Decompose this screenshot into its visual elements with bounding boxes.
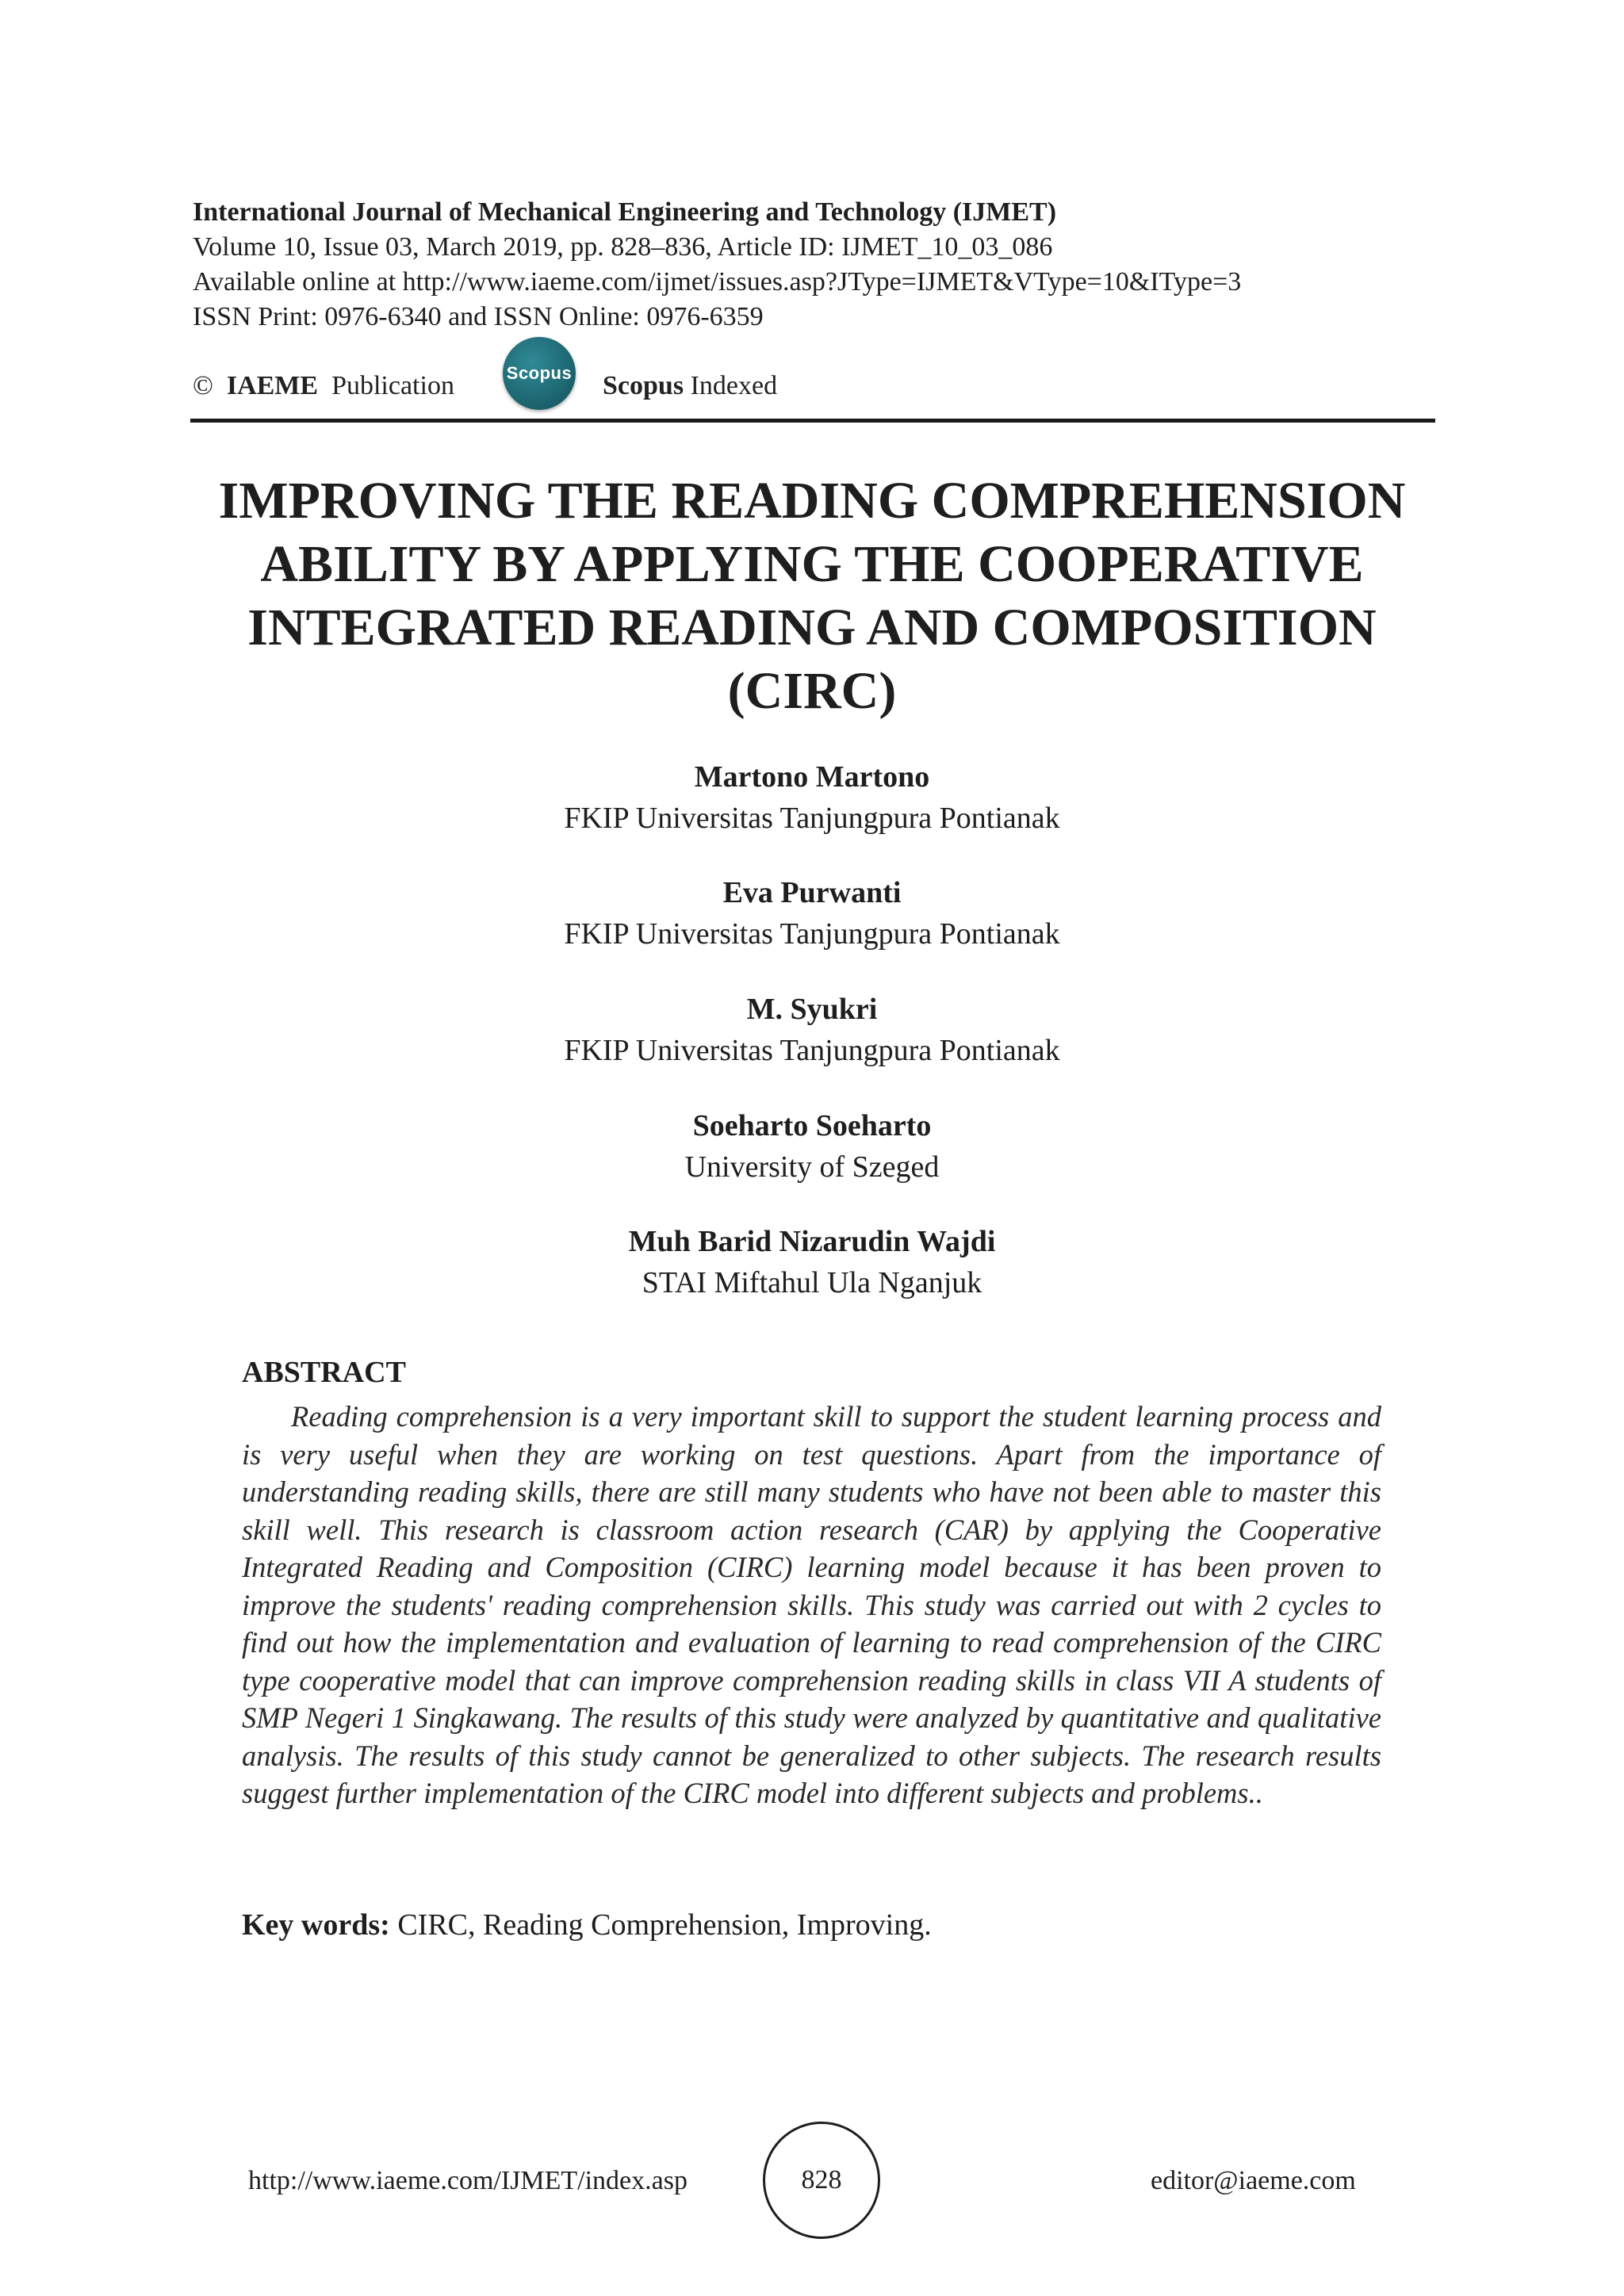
footer-url-link[interactable]: http://www.iaeme.com/IJMET/index.asp [248,2166,688,2195]
author-name: Soeharto Soeharto [692,1109,932,1142]
journal-issn-line: ISSN Print: 0976-6340 and ISSN Online: 0976-6359 [193,302,764,331]
scopus-suffix: Indexed [690,371,778,400]
author-affiliation: STAI Miftahul Ula Nganjuk [642,1266,982,1299]
page-number-badge [763,2122,880,2239]
author-entry [336,872,1288,955]
author-entry [336,1105,1288,1188]
scopus-word: Scopus [603,371,684,400]
journal-title: International Journal of Mechanical Engineering and Technology (IJMET) [193,197,1057,227]
paper-title: IMPROVING THE READING COMPREHENSION ABILITY BY APPLYING THE COOPERATIVE INTEGRATED READING AND COMPOSITION (CIRC) [218,472,1406,720]
abstract-text: Reading comprehension is a very important skill to support the student learning process and is very useful when they are working on test questions. Apart from the importance of understanding reading skills, there are still many students who have not been able to master this skill well. This research is classroom action research (CAR) by applying the Cooperative Integrated Reading and Composition (CIRC) learning model because it has been proven to improve the students' reading comprehension skills. This study was carried out with 2 cycles to find out how the implementation and evaluation of learning to read comprehension of the CIRC type cooperative model that can improve comprehension reading skills in class VII A students of SMP Negeri 1 Singkawang. The results of this study were analyzed by quantitative and qualitative analysis. The results of this study cannot be generalized to other subjects. The research results suggest further implementation of the CIRC model into different subjects and problems.. [242,1400,1381,1809]
keywords-line [242,1905,932,1945]
author-entry [336,989,1288,1071]
journal-volume-line: Volume 10, Issue 03, March 2019, pp. 828–836, Article ID: IJMET_10_03_086 [193,232,1053,262]
footer-email-link[interactable]: editor@iaeme.com [1151,2166,1356,2195]
author-name: Muh Barid Nizarudin Wajdi [628,1225,996,1258]
author-entry [336,1221,1288,1303]
journal-available-line: Available online at http://www.iaeme.com/ijmet/issues.asp?JType=IJMET&VType=10&IType=3 [193,267,1242,297]
scopus-indexed-line [603,369,777,404]
author-affiliation: FKIP Universitas Tanjungpura Pontianak [564,1034,1060,1067]
scopus-logo-icon [503,337,576,410]
keywords-text: CIRC, Reading Comprehension, Improving. [397,1908,932,1942]
publisher-suffix: Publication [331,371,454,400]
page-number: 828 [801,2165,842,2195]
copyright-symbol: © [193,371,213,400]
header-divider [190,419,1435,423]
author-name: Martono Martono [694,760,930,794]
author-affiliation: FKIP Universitas Tanjungpura Pontianak [564,917,1060,951]
author-name: M. Syukri [746,993,878,1026]
publisher-name: IAEME [226,371,319,400]
keywords-label: Key words: [242,1908,390,1942]
author-affiliation: University of Szeged [684,1150,940,1184]
author-name: Eva Purwanti [722,876,902,909]
abstract-heading: ABSTRACT [242,1356,406,1389]
author-affiliation: FKIP Universitas Tanjungpura Pontianak [564,802,1060,835]
author-entry [336,756,1288,839]
scopus-logo-text: Scopus [506,363,573,383]
publisher-line [193,369,454,404]
